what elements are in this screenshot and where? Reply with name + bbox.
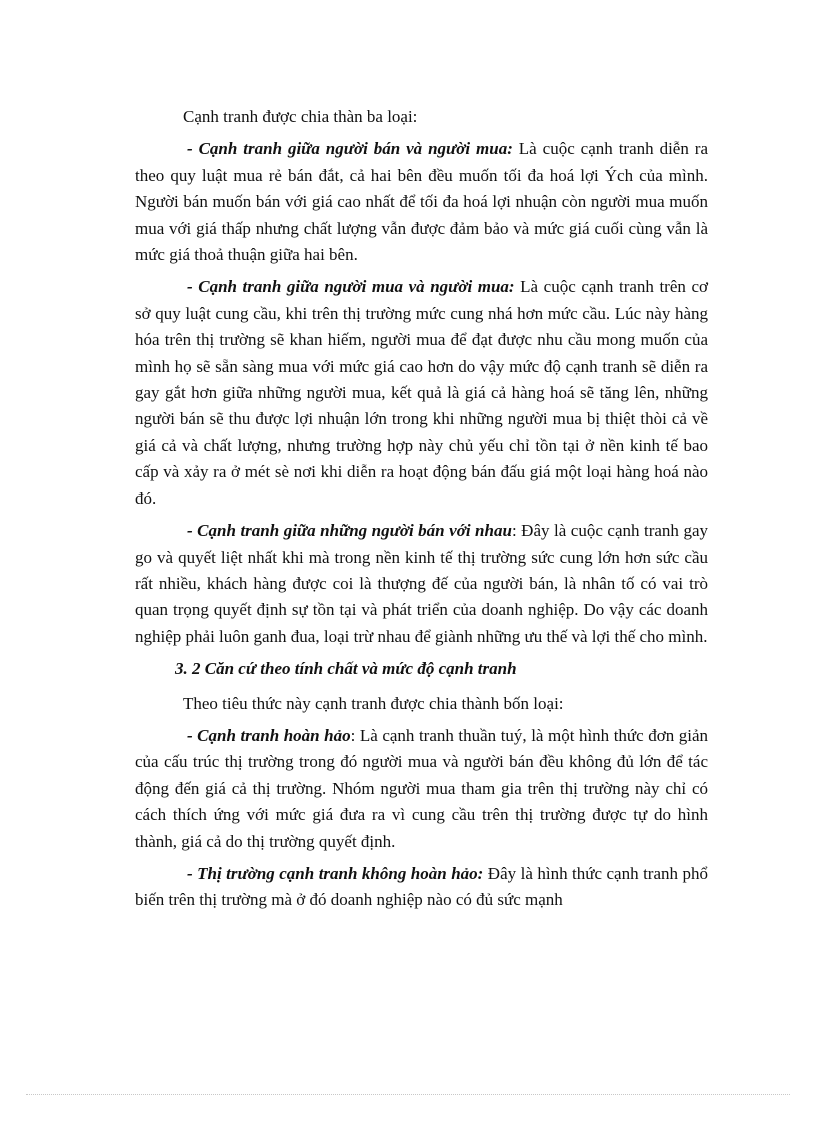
- paragraph-perfect-competition: [135, 723, 708, 855]
- term-seller-seller: - Cạnh tranh giữa những người bán với nhau: [187, 521, 512, 541]
- term-seller-buyer: - Cạnh tranh giữa người bán và người mua:: [187, 139, 513, 159]
- paragraph-seller-seller: [135, 518, 708, 650]
- text-perfect-competition: : Là cạnh tranh thuần tuý, là một hình thức đơn giản của cấu trúc thị trường trong đó người mua và người bán đều không đủ lớn để tác động đến giá cả thị trường. Nhóm người mua tham gia trên thị trường này chỉ có cách thích ứng với mức giá đưa ra vì cung cầu trên thị trường được tự do hình thành, giá cả do thị trường quyết định.: [135, 725, 708, 851]
- intro-paragraph: Cạnh tranh được chia thàn ba loại:: [183, 107, 418, 126]
- term-perfect-competition: - Cạnh tranh hoàn hảo: [187, 725, 351, 745]
- paragraph-buyer-buyer: [135, 274, 708, 512]
- text-seller-seller: : Đây là cuộc cạnh tranh gay go và quyết liệt nhất khi mà trong nền kinh tế thị trường sức cung lớn hơn sức cầu rất nhiều, khách hàng được coi là thượng đế của người bán, là nhân tố có vai trò quan trọng quyết định sự tồn tại và phát triển của doanh nghiệp. Do vậy các doanh nghiệp phải luôn ganh đua, loại trừ nhau để giành những ưu thế và lợi thế cho mình.: [135, 521, 708, 646]
- footer-dotted-rule: [26, 1094, 790, 1095]
- intro2-paragraph: Theo tiêu thức này cạnh tranh được chia thành bốn loại:: [183, 693, 564, 713]
- text-imperfect-competition: Đây là hình thức cạnh tranh phổ biến trên thị trường mà ở đó doanh nghiệp nào có đủ sức mạnh: [135, 863, 708, 910]
- paragraph-imperfect-competition: [135, 861, 708, 914]
- term-buyer-buyer: - Cạnh tranh giữa người mua và người mua:: [187, 277, 515, 297]
- term-imperfect-competition: - Thị trường cạnh tranh không hoàn hảo:: [187, 863, 484, 883]
- paragraph-seller-buyer: [135, 136, 708, 268]
- section-heading: 3. 2 Căn cứ theo tính chất và mức độ cạnh tranh: [175, 659, 517, 679]
- text-seller-buyer: Là cuộc cạnh tranh diễn ra theo quy luật mua rẻ bán đắt, cả hai bên đều muốn tối đa hoá lợi Ých của mình. Người bán muốn bán với giá cao nhất để tối đa hoá lợi nhuận còn người mua muốn mua với giá thấp nhưng chất lượng vẫn được đảm bảo và mức giá cuối cùng vẫn là mức giá thoả thuận giữa hai bên.: [135, 139, 708, 265]
- document-body: [135, 104, 708, 920]
- text-buyer-buyer: Là cuộc cạnh tranh trên cơ sở quy luật cung cầu, khi trên thị trường mức cung nhá hơn mức cầu. Lúc này hàng hóa trên thị trường sẽ khan hiếm, người mua để đạt được nhu cầu mong muốn của mình họ sẽ sẵn sàng mua với mức giá cao hơn do vậy mức độ cạnh tranh sẽ diễn ra gay gắt hơn giữa những người mua, kết quả là giá cả hàng hoá sẽ tăng lên, những người bán sẽ thu được lợi nhuận lớn trong khi những người mua bị thiệt thòi cả về giá cả và chất lượng, nhưng trường hợp này chủ yếu chỉ tồn tại ở nền kinh tế bao cấp và xảy ra ở mét sè nơi khi diễn ra hoạt động bán đấu giá một loại hàng hoá nào đó.: [135, 277, 708, 508]
